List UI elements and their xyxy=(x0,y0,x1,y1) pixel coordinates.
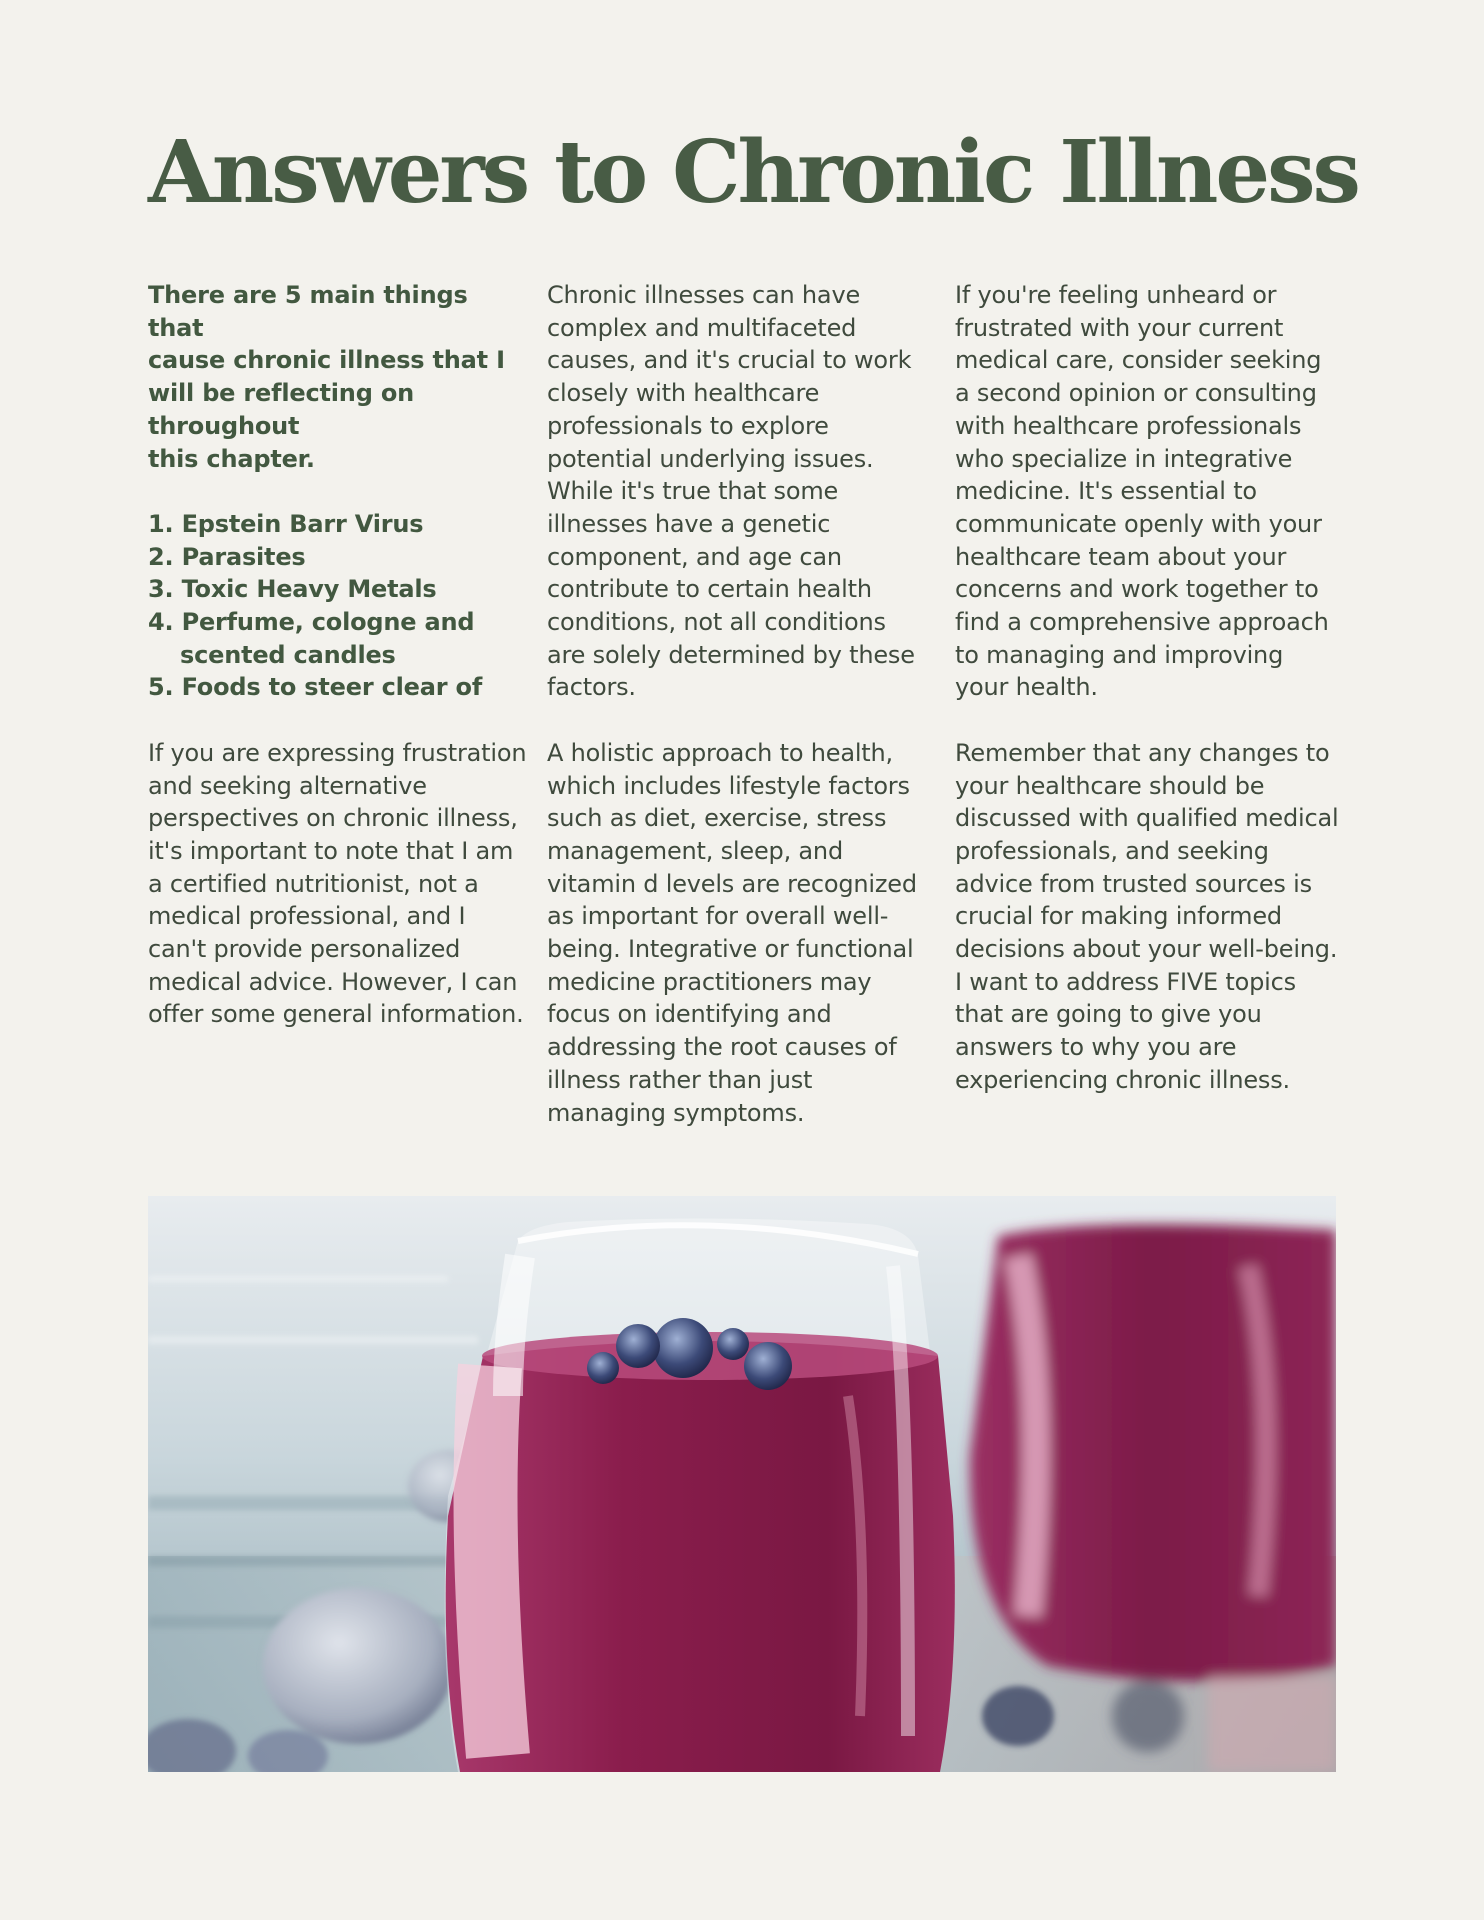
holistic-paragraph: A holistic approach to health, which includes lifestyle factors such as diet, exercise, stress management, sleep, and vitamin d levels are recognized as important for overall well-being. Integrative or functional medicine practitioners may focus on identifying and addressing the root causes of illness rather than just managing symptoms. xyxy=(547,738,917,1127)
column-left xyxy=(148,279,528,1064)
list-item-text: 4. Perfume, cologne and xyxy=(148,608,475,637)
list-item xyxy=(148,606,528,671)
intro-text xyxy=(148,279,528,475)
intro-line: will be reflecting on xyxy=(148,379,414,408)
list-item-continuation: scented candles xyxy=(180,640,396,669)
list-item: 3. Toxic Heavy Metals xyxy=(148,575,437,604)
list-item: 5. Foods to steer clear of xyxy=(148,673,483,702)
berry-smoothie-illustration xyxy=(148,1196,1336,1772)
intro-line: There are 5 main things that xyxy=(148,281,468,342)
smoothie-photo xyxy=(148,1196,1336,1772)
intro-line: cause chronic illness that I xyxy=(148,346,505,375)
list-item: 2. Parasites xyxy=(148,542,306,571)
disclaimer-paragraph: If you are expressing frustration and seeking alternative perspectives on chronic illness, it's important to note that I am a certified nutritionist, not a medical professional, and I can't provide personalized medical advice. However, I can offer some general information. xyxy=(148,738,527,1029)
causes-list xyxy=(148,508,528,704)
column-middle xyxy=(547,279,927,1162)
page-title: Answers to Chronic Illness xyxy=(148,122,1358,223)
intro-line: throughout xyxy=(148,411,300,440)
topics-paragraph: Remember that any changes to your healthcare should be discussed with qualified medical professionals, and seeking advice from trusted sources is crucial for making informed decisions about your well-being. I want to address FIVE topics that are going to give you answers to why you are experiencing chronic illness. xyxy=(955,738,1339,1094)
causes-paragraph: Chronic illnesses can have complex and multifaceted causes, and it's crucial to work closely with healthcare professionals to explore potential underlying issues. While it's true that some illnesses have a genetic component, and age can contribute to certain health conditions, not all conditions are solely determined by these factors. xyxy=(547,281,915,702)
column-right xyxy=(955,279,1340,1129)
list-item: 1. Epstein Barr Virus xyxy=(148,509,424,538)
second-opinion-paragraph: If you're feeling unheard or frustrated with your current medical care, consider seeking a second opinion or consulting with healthcare professionals who specialize in integrative medicine. It's essential to communicate openly with your healthcare team about your concerns and work together to find a comprehensive approach to managing and improving your health. xyxy=(955,281,1329,702)
intro-line: this chapter. xyxy=(148,444,315,473)
